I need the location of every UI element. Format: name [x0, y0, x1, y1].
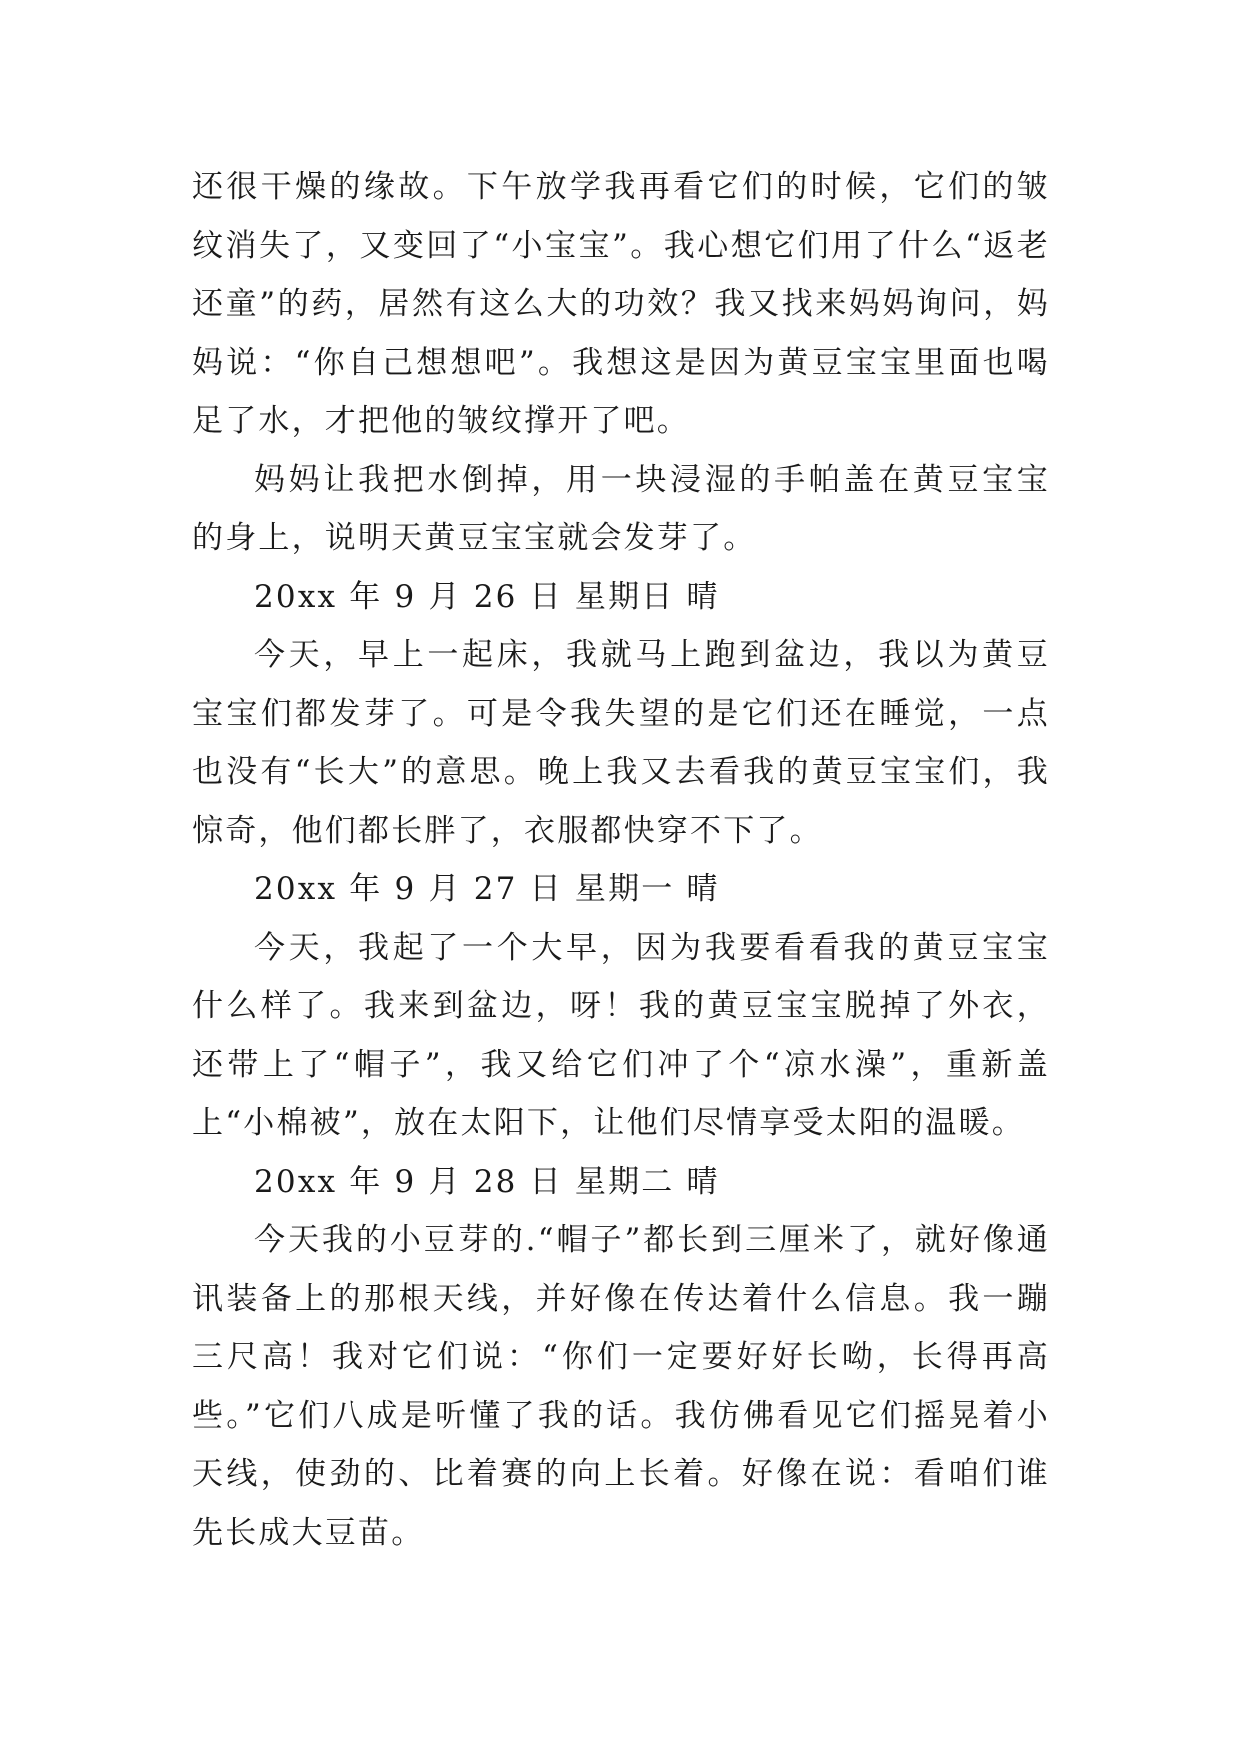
paragraph-sept-26: 今天，早上一起床，我就马上跑到盆边，我以为黄豆宝宝们都发芽了。可是令我失望的是它们还在睡觉，一点也没有“长大”的意思。晚上我又去看我的黄豆宝宝们，我惊奇，他们都长胖了，衣服都快穿不下了。 [192, 637, 1050, 849]
diary-date-heading: 20xx 年 9 月 27 日 星期一 晴 [254, 871, 720, 907]
paragraph-handkerchief: 妈妈让我把水倒掉，用一块浸湿的手帕盖在黄豆宝宝的身上，说明天黄豆宝宝就会发芽了。 [192, 461, 1050, 556]
diary-date-heading: 20xx 年 9 月 26 日 星期日 晴 [254, 578, 720, 615]
paragraph-continuation: 还很干燥的缘故。下午放学我再看它们的时候，它们的皱纹消失了，又变回了“小宝宝”。我心想它们用了什么“返老还童”的药，居然有这么大的功效？我又找来妈妈询问，妈妈说：“你自己想想吧”。我想这是因为黄豆宝宝里面也喝足了水，才把他的皱纹撑开了吧。 [192, 169, 1050, 439]
diary-date-heading: 20xx 年 9 月 28 日 星期二 晴 [254, 1163, 720, 1200]
document-body [192, 158, 1050, 1562]
paragraph-sept-28: 今天我的小豆芽的.“帽子”都长到三厘米了，就好像通讯装备上的那根天线，并好像在传达着什么信息。我一蹦三尺高！我对它们说：“你们一定要好好长呦，长得再高些。”它们八成是听懂了我的话。我仿佛看见它们摇晃着小天线，使劲的、比着赛的向上长着。好像在说：看咱们谁先长成大豆苗。 [192, 1222, 1050, 1551]
paragraph-sept-27: 今天，我起了一个大早，因为我要看看我的黄豆宝宝什么样了。我来到盆边，呀！我的黄豆宝宝脱掉了外衣，还带上了“帽子”，我又给它们冲了个“凉水澡”，重新盖上“小棉被”，放在太阳下，让他们尽情享受太阳的温暖。 [192, 929, 1050, 1141]
